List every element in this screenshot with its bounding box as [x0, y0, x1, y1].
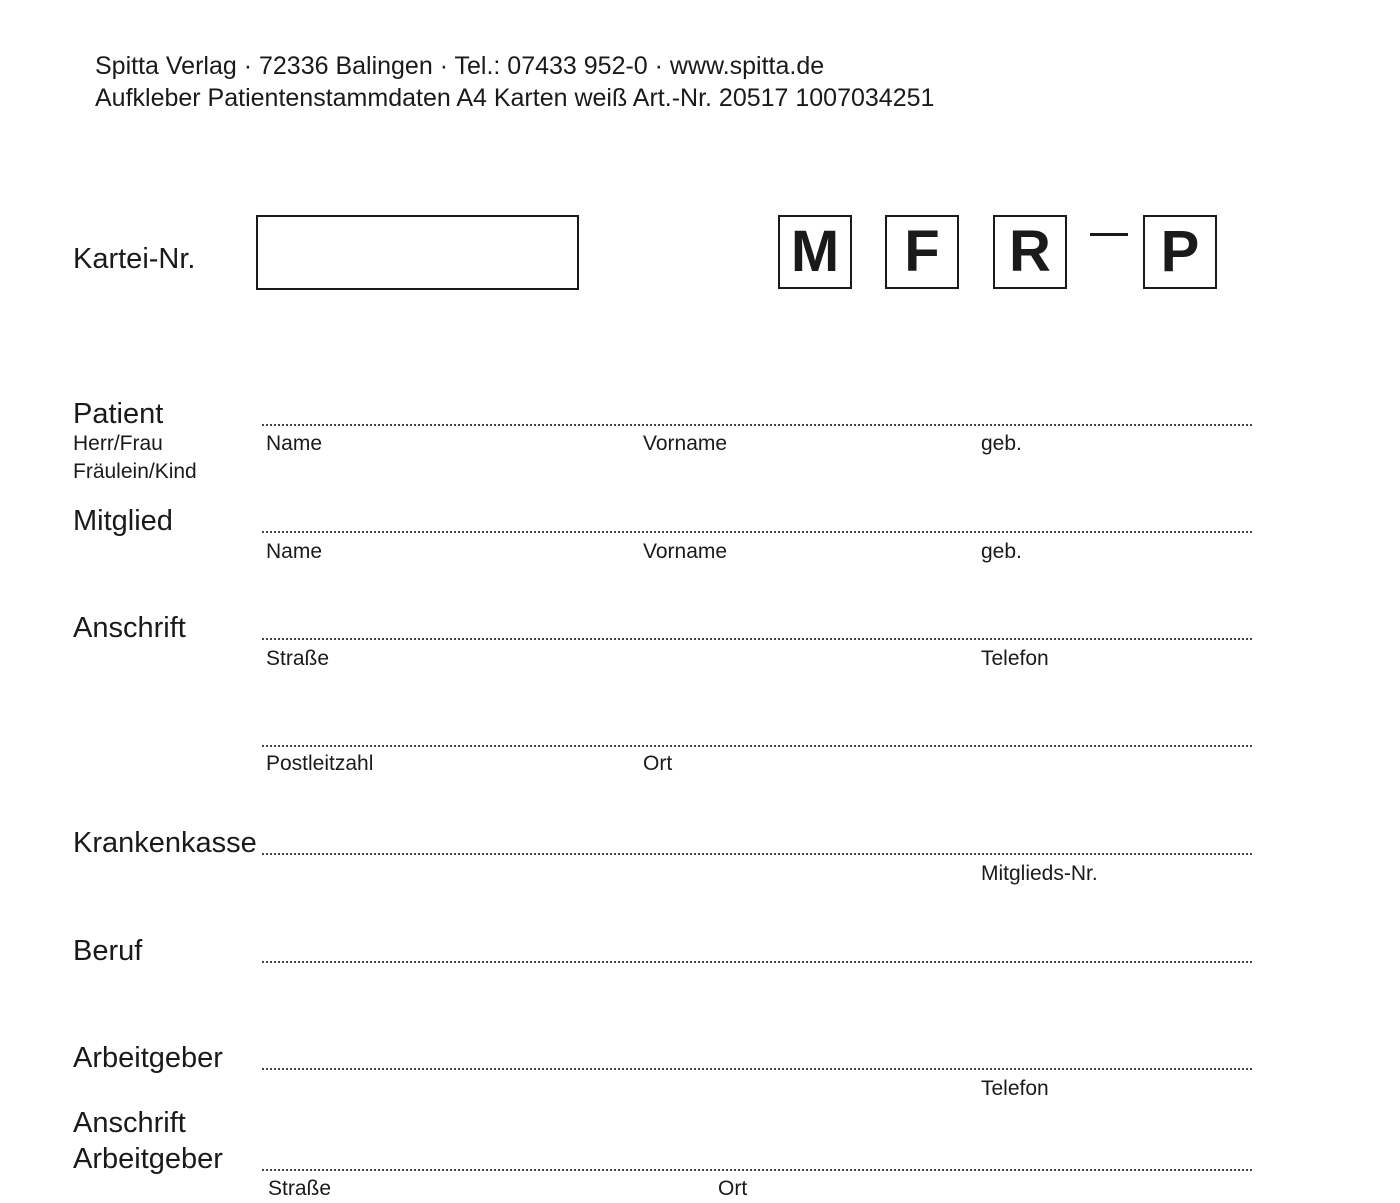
category-box-m[interactable]: M — [778, 215, 852, 289]
arbeitgeber-telefon-caption: Telefon — [981, 1077, 1049, 1100]
anschrift-ort-caption: Ort — [643, 752, 673, 775]
beruf-label: Beruf — [73, 935, 143, 967]
patient-sublabel-herr-frau: Herr/Frau — [73, 432, 163, 455]
anschrift-strasse-caption: Straße — [266, 647, 330, 670]
patient-line[interactable] — [262, 424, 1252, 426]
mitglieds-nr-caption: Mitglieds-Nr. — [981, 862, 1098, 885]
mitglied-vorname-caption: Vorname — [643, 540, 728, 563]
anschrift-arbeitgeber-label-1: Anschrift — [73, 1107, 186, 1139]
category-box-f[interactable]: F — [885, 215, 959, 289]
anschrift-arbeitgeber-strasse-caption: Straße — [268, 1177, 332, 1200]
anschrift-line-2[interactable] — [262, 745, 1252, 747]
category-box-p[interactable]: P — [1143, 215, 1217, 289]
anschrift-label: Anschrift — [73, 612, 186, 644]
patient-name-caption: Name — [266, 432, 323, 455]
kartei-nr-field[interactable] — [256, 215, 579, 290]
mitglied-line[interactable] — [262, 531, 1252, 533]
arbeitgeber-label: Arbeitgeber — [73, 1042, 223, 1074]
arbeitgeber-line[interactable] — [262, 1068, 1252, 1070]
patient-geb-caption: geb. — [981, 432, 1022, 455]
krankenkasse-line[interactable] — [262, 853, 1252, 855]
anschrift-arbeitgeber-line[interactable] — [262, 1169, 1252, 1171]
anschrift-telefon-caption: Telefon — [981, 647, 1049, 670]
category-box-r[interactable]: R — [993, 215, 1067, 289]
beruf-line[interactable] — [262, 961, 1252, 963]
kartei-nr-label: Kartei-Nr. — [73, 243, 196, 275]
mitglied-name-caption: Name — [266, 540, 323, 563]
patient-vorname-caption: Vorname — [643, 432, 728, 455]
publisher-line: Spitta Verlag · 72336 Balingen · Tel.: 07433 952-0 · www.spitta.de — [95, 52, 825, 80]
patient-label: Patient — [73, 398, 164, 430]
dash-separator — [1090, 233, 1128, 236]
anschrift-arbeitgeber-label-2: Arbeitgeber — [73, 1143, 223, 1175]
anschrift-arbeitgeber-ort-caption: Ort — [718, 1177, 748, 1200]
patient-sublabel-fraeulein-kind: Fräulein/Kind — [73, 460, 197, 483]
mitglied-geb-caption: geb. — [981, 540, 1022, 563]
product-line: Aufkleber Patientenstammdaten A4 Karten weiß Art.-Nr. 20517 1007034251 — [95, 84, 935, 112]
mitglied-label: Mitglied — [73, 505, 173, 537]
anschrift-plz-caption: Postleitzahl — [266, 752, 374, 775]
krankenkasse-label: Krankenkasse — [73, 827, 257, 859]
anschrift-line-1[interactable] — [262, 638, 1252, 640]
